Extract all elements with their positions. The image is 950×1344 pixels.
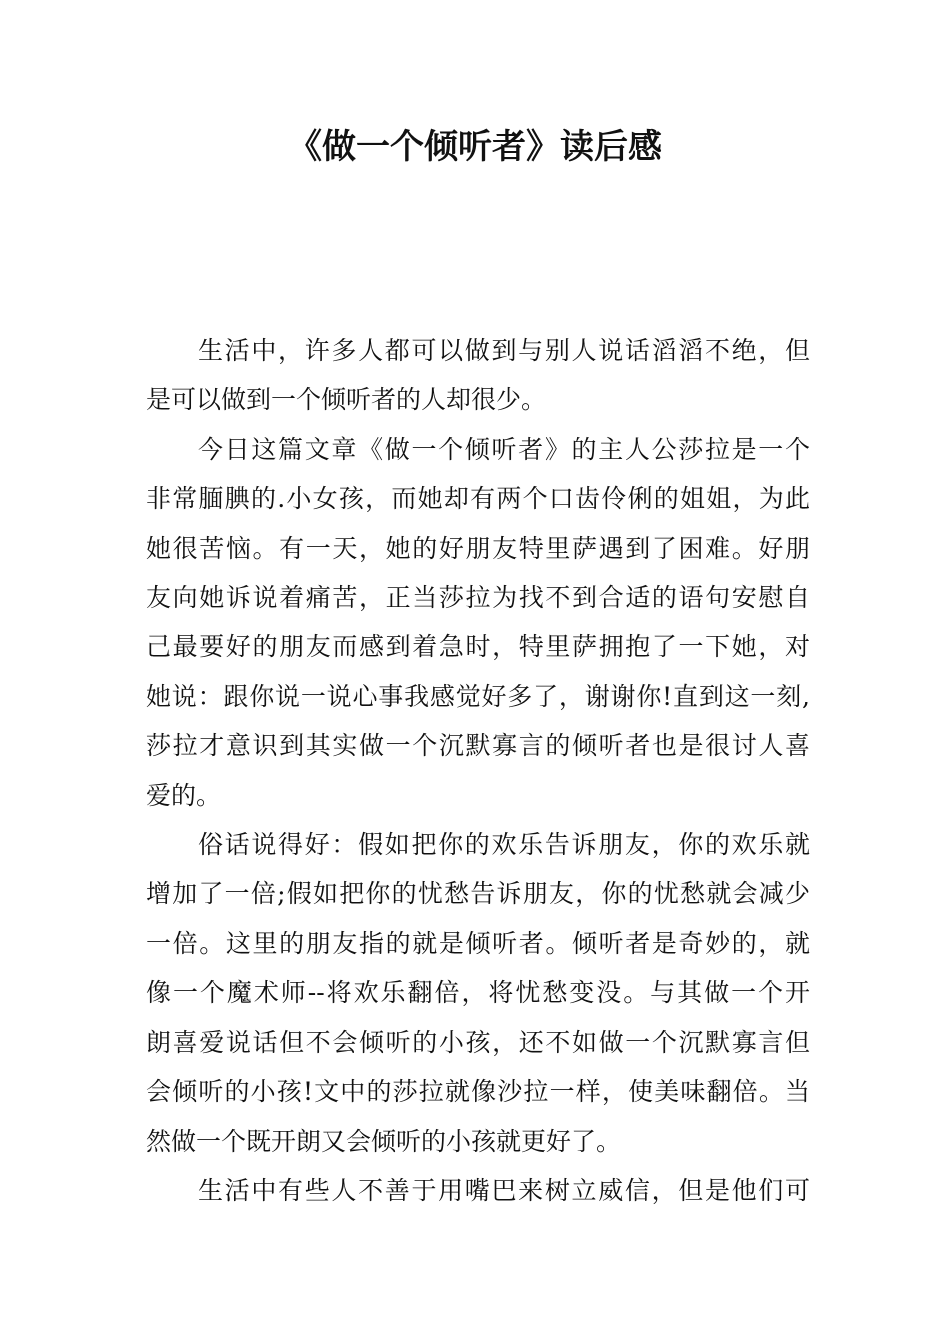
paragraph-line: 她说：跟你说一说心事我感觉好多了，谢谢你!直到这一刻, <box>146 681 810 711</box>
paragraph-line: 会倾听的小孩!文中的莎拉就像沙拉一样，使美味翻倍。当 <box>146 1077 810 1107</box>
paragraph-3 <box>146 820 810 1166</box>
paragraph-line: 增加了一倍;假如把你的忧愁告诉朋友，你的忧愁就会减少 <box>146 879 810 909</box>
paragraph-line: 生活中，许多人都可以做到与别人说话滔滔不绝，但 <box>198 336 810 365</box>
paragraph-line: 生活中有些人不善于用嘴巴来树立威信，但是他们可 <box>198 1175 810 1205</box>
paragraph-line: 她很苦恼。有一天，她的好朋友特里萨遇到了困难。好朋 <box>146 533 810 563</box>
paragraph-line: 俗话说得好：假如把你的欢乐告诉朋友，你的欢乐就 <box>198 830 810 860</box>
document-body <box>146 326 810 1215</box>
paragraph-4 <box>146 1166 810 1215</box>
paragraph-line: 爱的。 <box>146 780 222 810</box>
paragraph-line: 莎拉才意识到其实做一个沉默寡言的倾听者也是很讨人喜 <box>146 731 810 761</box>
paragraph-2 <box>146 425 810 820</box>
paragraph-line: 非常腼腆的.小女孩，而她却有两个口齿伶俐的姐姐，为此 <box>146 484 810 514</box>
paragraph-line: 己最要好的朋友而感到着急时，特里萨拥抱了一下她，对 <box>146 632 810 662</box>
paragraph-line: 一倍。这里的朋友指的就是倾听者。倾听者是奇妙的，就 <box>146 928 810 958</box>
document-title: 《做一个倾听者》读后感 <box>288 127 662 167</box>
paragraph-1 <box>146 326 810 425</box>
paragraph-line: 朗喜爱说话但不会倾听的小孩，还不如做一个沉默寡言但 <box>146 1027 810 1057</box>
paragraph-line: 是可以做到一个倾听者的人却很少。 <box>146 385 547 415</box>
paragraph-line: 像一个魔术师--将欢乐翻倍，将忧愁变没。与其做一个开 <box>146 978 810 1008</box>
paragraph-line: 今日这篇文章《做一个倾听者》的主人公莎拉是一个 <box>198 434 810 464</box>
paragraph-line: 然做一个既开朗又会倾听的小孩就更好了。 <box>146 1126 622 1156</box>
paragraph-line: 友向她诉说着痛苦，正当莎拉为找不到合适的语句安慰自 <box>146 583 810 613</box>
